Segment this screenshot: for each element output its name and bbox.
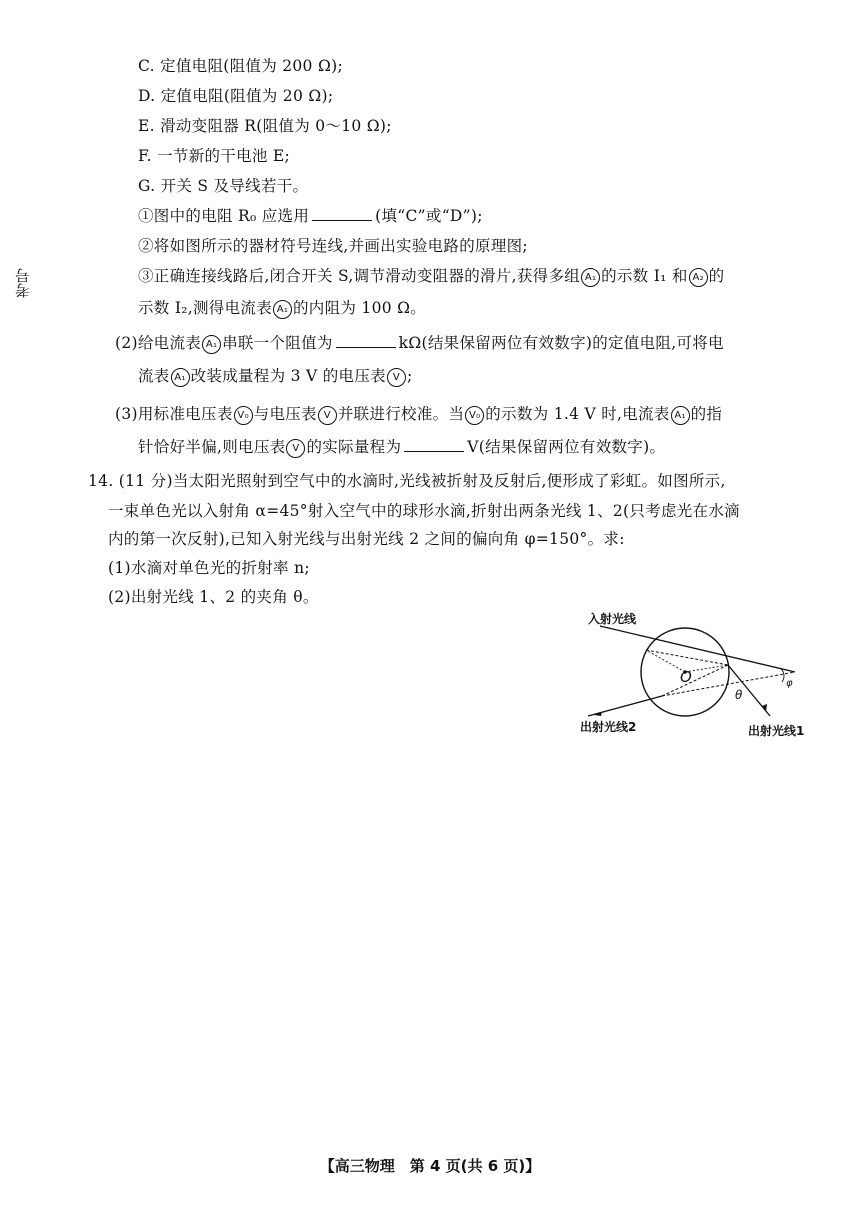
incident-label: 入射光线 (588, 612, 637, 626)
ammeter-a1-icon: A₁ (171, 368, 190, 387)
option-e: E. 滑动变阻器 R(阻值为 0～10 Ω); (138, 117, 392, 135)
part-3: (3)用标准电压表 V₀ 与电压表 V 并联进行校准。当 V₀ 的示数为 1.4 V 时,电流表 A₁ 的指 (115, 405, 723, 423)
answer-blank[interactable] (336, 333, 396, 348)
subquestion-1: ①图中的电阻 R₀ 应选用 (填“C”或“D”); (138, 207, 483, 225)
refracted-ray (646, 650, 728, 665)
answer-blank[interactable] (312, 206, 372, 221)
answer-blank[interactable] (404, 437, 464, 452)
question-14-line3: 内的第一次反射),已知入射光线与出射光线 2 之间的偏向角 φ=150°。求: (108, 530, 625, 548)
voltmeter-v-icon: V (318, 406, 337, 425)
ammeter-a1-icon: A₁ (202, 335, 221, 354)
out1-label: 出射光线1 (748, 724, 805, 738)
voltmeter-v0-icon: V₀ (465, 406, 484, 425)
voltmeter-v-icon: V (286, 439, 305, 458)
part-2: (2)给电流表 A₁ 串联一个阻值为 kΩ(结果保留两位有效数字)的定值电阻,可将电 (115, 334, 724, 352)
out2-label: 出射光线2 (580, 720, 637, 734)
ammeter-a2-icon: A₂ (689, 268, 708, 287)
out-ray-2 (588, 696, 662, 716)
incident-ray (600, 626, 795, 672)
phi-label: φ (786, 678, 793, 689)
part-3-cont: 针恰好半偏,则电压表 V 的实际量程为 V(结果保留两位有效数字)。 (138, 438, 666, 456)
center-label: O (680, 668, 692, 686)
voltmeter-v0-icon: V₀ (234, 406, 253, 425)
theta-label: θ (735, 688, 743, 702)
voltmeter-v-icon: V (387, 368, 406, 387)
option-d: D. 定值电阻(阻值为 20 Ω); (138, 87, 334, 105)
ammeter-a1-icon: A₁ (581, 268, 600, 287)
ammeter-a1-icon: A₁ (671, 406, 690, 425)
question-14-line2: 一束单色光以入射角 α=45°射入空气中的球形水滴,折射出两条光线 1、2(只考虑光在水滴 (108, 502, 740, 520)
subquestion-3-cont: 示数 I₂,测得电流表 A₁ 的内阻为 100 Ω。 (138, 299, 427, 317)
question-14-part1: (1)水滴对单色光的折射率 n; (108, 559, 310, 577)
option-f: F. 一节新的干电池 E; (138, 147, 291, 165)
option-g: G. 开关 S 及导线若干。 (138, 177, 309, 195)
question-14: 14. (11 分)当太阳光照射到空气中的水滴时,光线被折射及反射后,便形成了彩虹。如图所示, (88, 472, 726, 490)
part-2-cont: 流表 A₁ 改装成量程为 3 V 的电压表 V ; (138, 367, 413, 385)
water-drop-diagram (580, 612, 820, 740)
reflected-ray (662, 665, 728, 696)
ammeter-a1-icon: A₁ (273, 300, 292, 319)
page-footer: 【高三物理 第 4 页(共 6 页)】 (319, 1157, 541, 1175)
question-14-part2: (2)出射光线 1、2 的夹角 θ。 (108, 588, 319, 606)
subquestion-2: ②将如图所示的器材符号连线,并画出实验电路的原理图; (138, 237, 528, 255)
subquestion-3: ③正确连接线路后,闭合开关 S,调节滑动变阻器的滑片,获得多组 A₁ 的示数 I₁ 和 A₂ 的 (138, 267, 725, 285)
exam-number-label: 考号 (14, 268, 32, 298)
option-c: C. 定值电阻(阻值为 200 Ω); (138, 57, 343, 75)
